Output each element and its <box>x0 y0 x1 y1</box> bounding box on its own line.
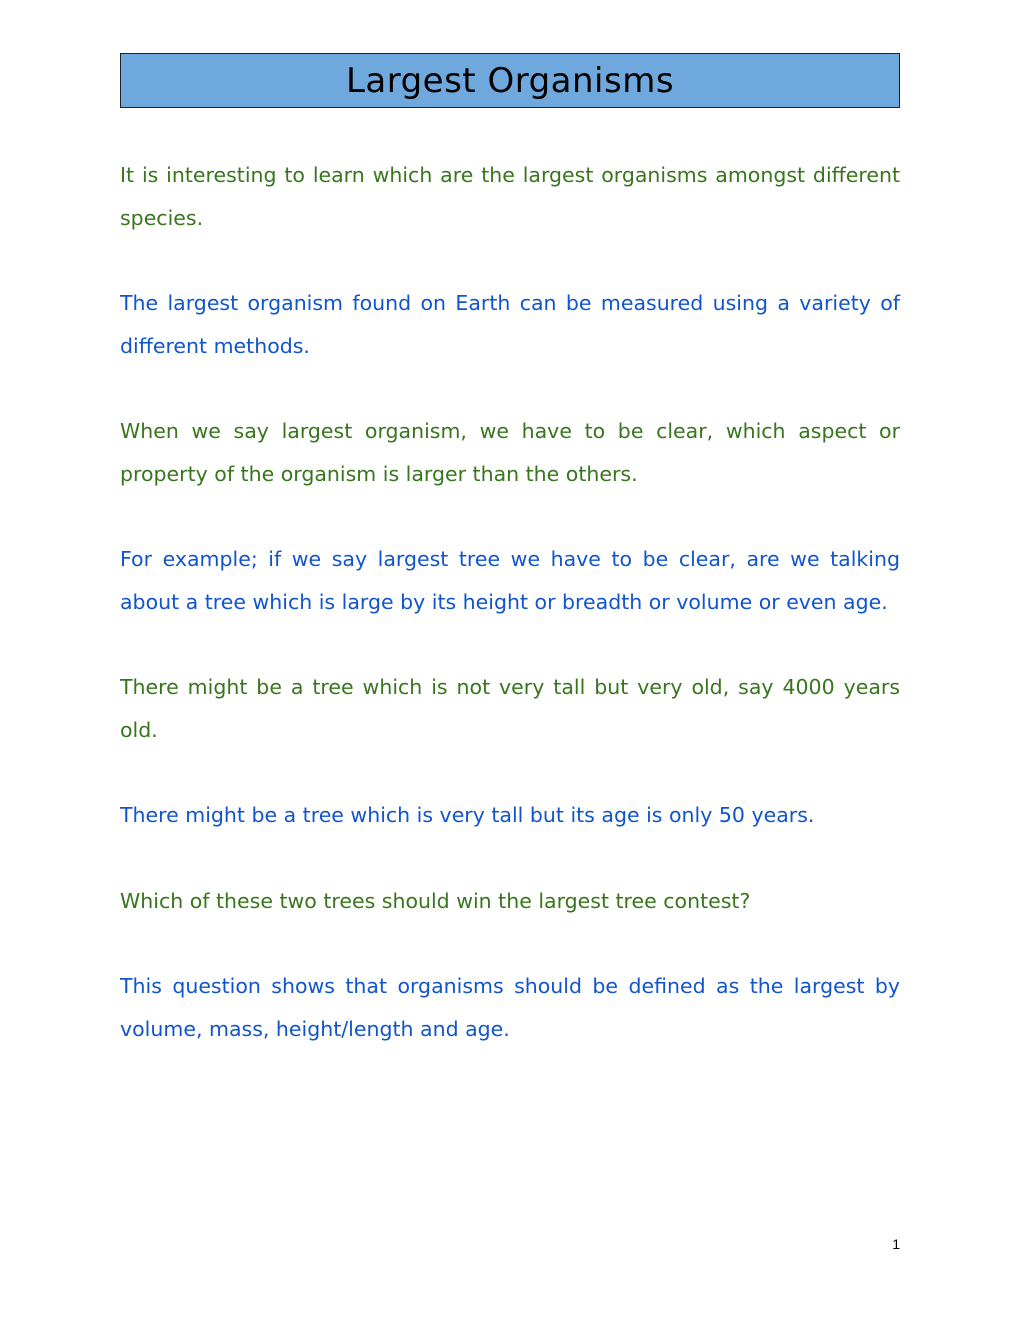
paragraph-2: The largest organism found on Earth can be measured using a variety of different methods. <box>120 291 900 358</box>
page-title: Largest Organisms <box>345 60 675 101</box>
paragraph-8: This question shows that organisms should be defined as the largest by volume, mass, height/length and age. <box>120 974 900 1041</box>
paragraph-7: Which of these two trees should win the largest tree contest? <box>120 888 751 913</box>
document-body <box>120 154 900 1093</box>
page-number: 1 <box>892 1236 900 1252</box>
paragraph-6: There might be a tree which is very tall but its age is only 50 years. <box>120 803 815 827</box>
title-banner <box>120 53 900 108</box>
paragraph-3: When we say largest organism, we have to be clear, which aspect or property of the organism is larger than the others. <box>120 419 900 486</box>
paragraph-4: For example; if we say largest tree we have to be clear, are we talking about a tree which is large by its height or breadth or volume or even age. <box>120 547 900 614</box>
paragraph-5: There might be a tree which is not very tall but very old, say 4000 years old. <box>120 675 900 742</box>
paragraph-1: It is interesting to learn which are the largest organisms amongst different species. <box>120 163 900 230</box>
